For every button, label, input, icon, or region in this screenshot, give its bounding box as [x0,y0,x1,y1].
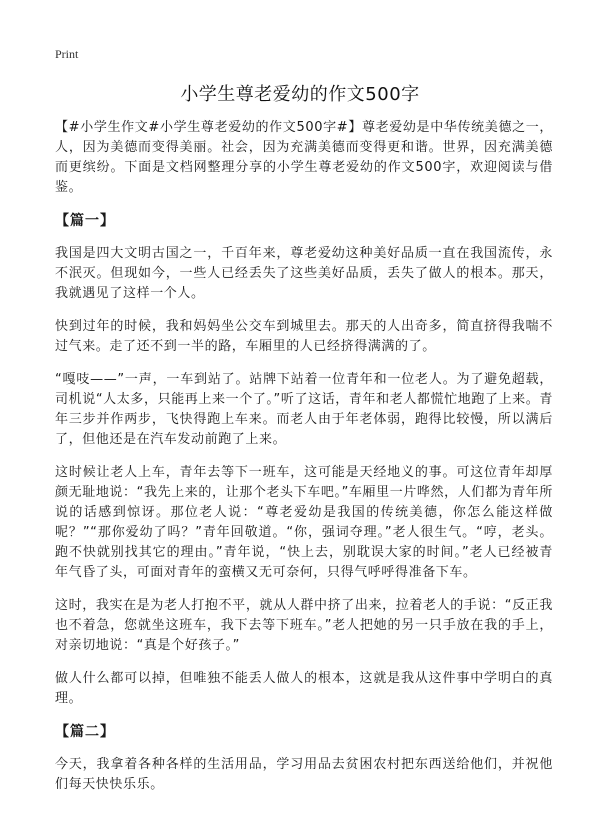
paragraph: 快到过年的时候，我和妈妈坐公交车到城里去。那天的人出奇多，简直挤得我喘不过气来。走了还不到一半的路，车厢里的人已经挤得满满的了。 [55,319,553,354]
document-title: 小学生尊老爱幼的作文500字 [180,84,420,105]
document-body [55,118,553,808]
paragraph: 这时候让老人上车，青年去等下一班车，这可能是天经地义的事。可这位青年却厚颜无耻地说：“我先上来的，让那个老头下车吧。”车厢里一片哗然，人们都为青年所说的话感到惊讶。那位老人说：“尊老爱幼是我国的传统美德，你怎么能这样做呢？”“那你爱幼了吗？”青年回敬道。“你，强词夺理。”老人很生气。“哼，老头。跑不快就别找其它的理由。”青年说，“快上去，别耽误大家的时间。”老人已经被青年气昏了头，可面对青年的蛮横又无可奈何，只得气呼呼得准备下车。 [55,465,553,580]
paragraph: 这时，我实在是为老人打抱不平，就从人群中挤了出来，拉着老人的手说：“反正我也不着急，您就坐这班车，我下去等下班车。”老人把她的另一只手放在我的手上，对亲切地说：“真是个好孩子。” [55,598,553,653]
section-heading-2: 【篇二】 [55,724,115,740]
paragraph: “嘎吱——”一声，一车到站了。站牌下站着一位青年和一位老人。为了避免超载，司机说“人太多，只能再上来一个了。”听了这话，青年和老人都慌忙地跑了上来。青年三步并作两步，飞快得跑上车来。而老人由于年老体弱，跑得比较慢，所以满后了，但他还是在汽车发动前跑了上来。 [55,372,553,447]
paragraph: 我国是四大文明古国之一，千百年来，尊老爱幼这种美好品质一直在我国流传，永不泯灭。但现如今，一些人已经丢失了这些美好品质，丢失了做人的根本。那天，我就遇见了这样一个人。 [55,246,553,301]
intro-paragraph: 【#小学生作文#小学生尊老爱幼的作文500字#】尊老爱幼是中华传统美德之一，人，因为美德而变得美丽。社会，因为充满美德而变得更和谐。世界，因充满美德而更缤纷。下面是文档网整理分享的小学生尊老爱幼的作文500字，欢迎阅读与借鉴。 [55,120,553,195]
paragraph: 今天，我拿着各种各样的生活用品，学习用品去贫困农村把东西送给他们，并祝他们每天快快乐乐。 [55,757,553,792]
print-label: Print [55,47,79,61]
paragraph: 做人什么都可以掉，但唯独不能丢人做人的根本，这就是我从这件事中学明白的真理。 [55,671,553,706]
section-heading-1: 【篇一】 [55,213,115,229]
